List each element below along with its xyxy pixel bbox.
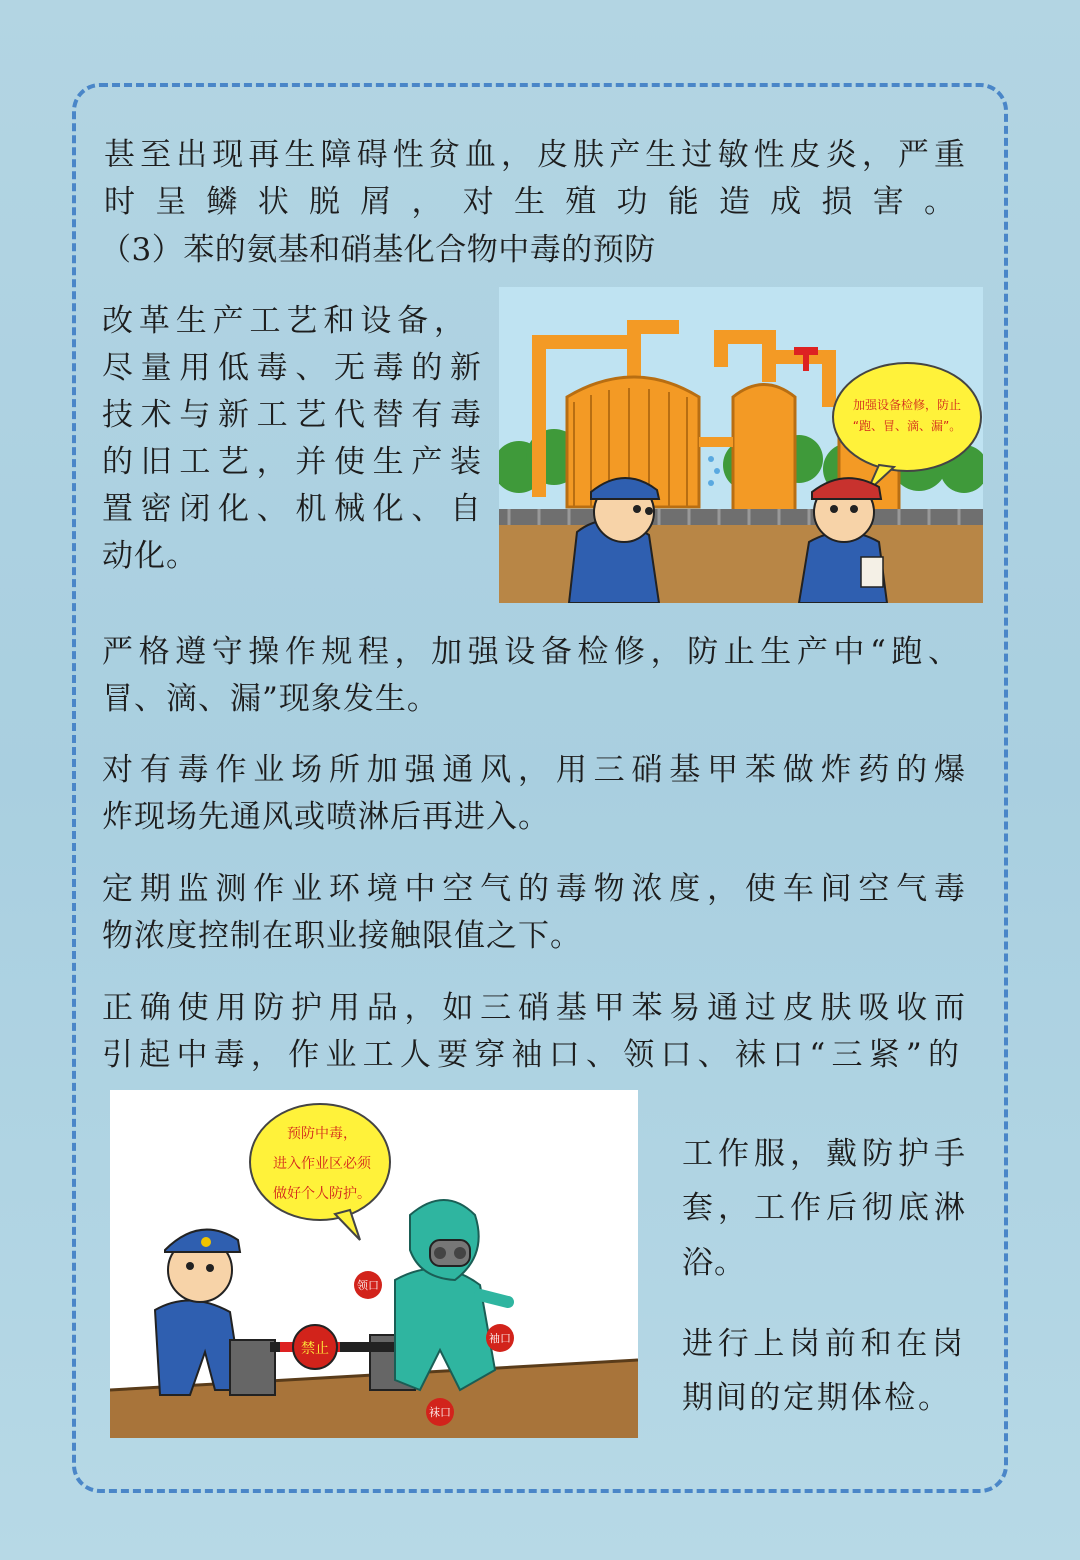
- intro-line-1: 甚至出现再生障碍性贫血，皮肤产生过敏性皮炎，严重: [104, 137, 966, 173]
- speech-bubble-text-1: 预防中毒，: [287, 1126, 357, 1142]
- paragraph-line: 严格遵守操作规程，加强设备检修，防止生产中“跑、: [102, 634, 960, 670]
- speech-bubble-text-2: 进入作业区必须: [273, 1156, 371, 1172]
- paragraph-line: 炸现场先通风或喷淋后再进入。: [102, 799, 550, 835]
- paragraph-line: 定期监测作业环境中空气的毒物浓度，使车间空气毒: [102, 871, 966, 907]
- paragraph-line: 的旧工艺，并使生产装: [102, 444, 482, 480]
- paragraph-line: 进行上岗前和在岗: [682, 1326, 964, 1362]
- paragraph-line: 物浓度控制在职业接触限值之下。: [102, 918, 582, 954]
- sock-label: 袜口: [429, 1406, 451, 1419]
- paragraph-line: 尽量用低毒、无毒的新: [102, 350, 482, 386]
- speech-bubble-text-3: 做好个人防护。: [273, 1186, 371, 1202]
- paragraph-line: 工作服，戴防护手: [682, 1136, 966, 1172]
- paragraph-line: 动化。: [102, 538, 198, 574]
- factory-maintenance-illustration: [499, 287, 983, 603]
- paragraph-line: 改革生产工艺和设备，: [102, 303, 466, 339]
- speech-bubble-text-1: 加强设备检修，防止: [852, 398, 962, 412]
- collar-label: 领口: [357, 1279, 379, 1292]
- paragraph-line: 套，工作后彻底淋: [682, 1190, 966, 1226]
- paragraph-line: 技术与新工艺代替有毒: [102, 397, 482, 433]
- cuff-label: 袖口: [489, 1332, 511, 1345]
- intro-line-2: 时呈鳞状脱屑，对生殖功能造成损害。: [104, 184, 956, 220]
- paragraph-line: 正确使用防护用品，如三硝基甲苯易通过皮肤吸收而: [102, 990, 966, 1026]
- paragraph-line: 期间的定期体检。: [682, 1380, 950, 1416]
- stop-sign-label: 禁止: [301, 1341, 329, 1357]
- paragraph-line: 引起中毒，作业工人要穿袖口、领口、袜口“三紧”的: [102, 1037, 960, 1073]
- section-heading: （3）苯的氨基和硝基化合物中毒的预防: [100, 232, 656, 268]
- inspector-figure: [799, 478, 887, 603]
- paragraph-line: 置密闭化、机械化、自: [102, 491, 482, 527]
- paragraph-line: 浴。: [682, 1245, 746, 1281]
- paragraph-line: 对有毒作业场所加强通风，用三硝基甲苯做炸药的爆: [102, 752, 966, 788]
- protective-gear-illustration: [110, 1090, 638, 1438]
- speech-bubble-text-2: “跑、冒、滴、漏”。: [852, 419, 962, 433]
- paragraph-line: 冒、滴、漏”现象发生。: [102, 681, 439, 717]
